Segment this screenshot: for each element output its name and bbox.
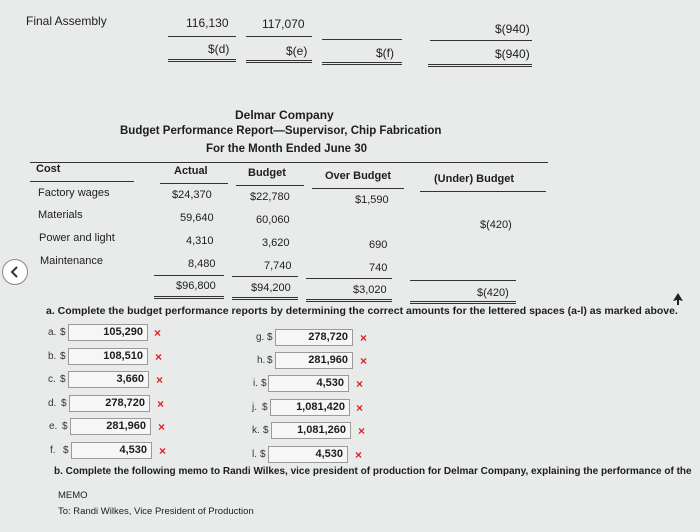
- row-under: $(420): [480, 219, 512, 231]
- header-cost: Cost: [36, 163, 61, 175]
- total-double-rule: [154, 296, 224, 299]
- rule: [430, 40, 532, 41]
- total-under: $(420): [477, 287, 509, 299]
- total-under: $(940): [495, 47, 530, 61]
- answer-input-g[interactable]: 278,720: [275, 329, 353, 346]
- header-rule: [312, 188, 404, 189]
- dollar-sign: $: [61, 398, 67, 409]
- row-budget: 7,740: [264, 260, 292, 272]
- header-rule: [160, 183, 228, 184]
- header-under-budget: (Under) Budget: [434, 173, 515, 185]
- header-over-budget: Over Budget: [325, 170, 392, 182]
- row-actual: 59,640: [180, 212, 214, 224]
- report-title: Budget Performance Report—Supervisor, Chip Fabrication: [120, 125, 442, 137]
- final-assembly-under: $(940): [495, 22, 530, 36]
- answer-input-e[interactable]: 281,960: [70, 418, 151, 435]
- subtotal-rule: [154, 275, 224, 276]
- row-actual: 8,480: [188, 258, 216, 270]
- total-actual: $96,800: [176, 280, 216, 292]
- answer-letter: i.: [253, 378, 258, 389]
- answer-letter: g.: [256, 332, 265, 343]
- answer-letter: a.: [48, 327, 57, 338]
- dollar-sign: $: [267, 332, 273, 343]
- double-rule: [168, 59, 236, 62]
- row-over: 740: [369, 262, 388, 274]
- answer-input-i[interactable]: 4,530: [268, 375, 349, 392]
- row-budget: 3,620: [262, 237, 290, 249]
- dollar-sign: $: [60, 374, 66, 385]
- dollar-sign: $: [63, 445, 69, 456]
- total-over-f: $(f): [376, 46, 394, 60]
- dollar-sign: $: [60, 327, 66, 338]
- total-over: $3,020: [353, 284, 387, 296]
- dollar-sign: $: [267, 355, 273, 366]
- question-a: a. Complete the budget performance reports by determining the correct amounts for the lettered spaces (a-l) as marked above.: [46, 305, 678, 317]
- double-rule: [246, 60, 312, 63]
- company-name: Delmar Company: [235, 108, 334, 122]
- row-actual: $24,370: [172, 189, 212, 201]
- incorrect-icon: ×: [157, 397, 165, 411]
- header-rule: [236, 185, 304, 186]
- rule: [168, 36, 236, 37]
- memo-heading: MEMO: [58, 490, 88, 501]
- total-double-rule: [232, 297, 298, 300]
- final-assembly-label: Final Assembly: [26, 14, 107, 28]
- answer-letter: b.: [48, 351, 57, 362]
- answer-input-c[interactable]: 3,660: [68, 371, 149, 388]
- answer-input-d[interactable]: 278,720: [69, 395, 150, 412]
- report-period: For the Month Ended June 30: [206, 143, 368, 155]
- dollar-sign: $: [263, 425, 269, 436]
- answer-input-k[interactable]: 1,081,260: [271, 422, 351, 439]
- row-budget: $22,780: [250, 191, 290, 203]
- double-rule: [322, 62, 402, 65]
- dollar-sign: $: [261, 378, 267, 389]
- final-assembly-actual: 116,130: [186, 16, 229, 30]
- total-double-rule: [410, 301, 516, 304]
- total-actual-d: $(d): [208, 42, 230, 56]
- dollar-sign: $: [62, 421, 68, 432]
- total-double-rule: [306, 299, 392, 302]
- final-assembly-budget: 117,070: [262, 17, 305, 31]
- chevron-left-icon: [8, 265, 22, 279]
- answer-letter: e.: [49, 421, 58, 432]
- dollar-sign: $: [262, 402, 268, 413]
- back-button[interactable]: [2, 259, 28, 285]
- dollar-sign: $: [60, 351, 66, 362]
- answer-input-b[interactable]: 108,510: [68, 348, 148, 365]
- rule: [246, 36, 312, 37]
- answer-input-h[interactable]: 281,960: [275, 352, 353, 369]
- row-actual: 4,310: [186, 235, 214, 247]
- memo-to: To: Randi Wilkes, Vice President of Production: [58, 506, 254, 517]
- header-rule: [420, 191, 546, 192]
- row-label: Maintenance: [40, 255, 103, 267]
- header-rule: [30, 181, 134, 182]
- total-budget: $94,200: [251, 282, 291, 294]
- incorrect-icon: ×: [360, 331, 368, 345]
- row-label: Factory wages: [38, 187, 110, 199]
- dollar-sign: $: [260, 449, 266, 460]
- header-actual: Actual: [174, 165, 208, 177]
- answer-input-j[interactable]: 1,081,420: [270, 399, 350, 416]
- answer-letter: d.: [48, 398, 57, 409]
- mouse-pointer-icon: [673, 293, 683, 305]
- row-label: Materials: [38, 209, 83, 221]
- header-top-rule: [30, 162, 548, 163]
- answer-letter: l.: [252, 449, 257, 460]
- row-over: 690: [369, 239, 388, 251]
- incorrect-icon: ×: [358, 424, 366, 438]
- answer-input-f[interactable]: 4,530: [71, 442, 152, 459]
- answer-letter: c.: [48, 374, 56, 385]
- subtotal-rule: [306, 278, 392, 279]
- incorrect-icon: ×: [355, 448, 363, 462]
- subtotal-rule: [232, 276, 298, 277]
- question-b: b. Complete the following memo to Randi Wilkes, vice president of production for Delmar Company, explaining the performance of the: [54, 466, 692, 477]
- answer-input-a[interactable]: 105,290: [68, 324, 148, 341]
- answer-letter: k.: [252, 425, 260, 436]
- incorrect-icon: ×: [158, 420, 166, 434]
- answer-letter: j.: [252, 402, 257, 413]
- incorrect-icon: ×: [159, 444, 167, 458]
- row-over: $1,590: [355, 194, 389, 206]
- subtotal-rule: [410, 280, 516, 281]
- header-budget: Budget: [248, 167, 286, 179]
- incorrect-icon: ×: [360, 354, 368, 368]
- incorrect-icon: ×: [155, 350, 163, 364]
- incorrect-icon: ×: [156, 373, 164, 387]
- total-budget-e: $(e): [286, 44, 308, 58]
- answer-letter: h.: [257, 355, 266, 366]
- incorrect-icon: ×: [154, 326, 162, 340]
- double-rule: [428, 64, 532, 67]
- answer-letter: f.: [50, 445, 56, 456]
- answer-input-l[interactable]: 4,530: [268, 446, 348, 463]
- incorrect-icon: ×: [356, 401, 364, 415]
- row-label: Power and light: [39, 232, 115, 244]
- incorrect-icon: ×: [356, 377, 364, 391]
- row-budget: 60,060: [256, 214, 290, 226]
- rule: [322, 39, 402, 40]
